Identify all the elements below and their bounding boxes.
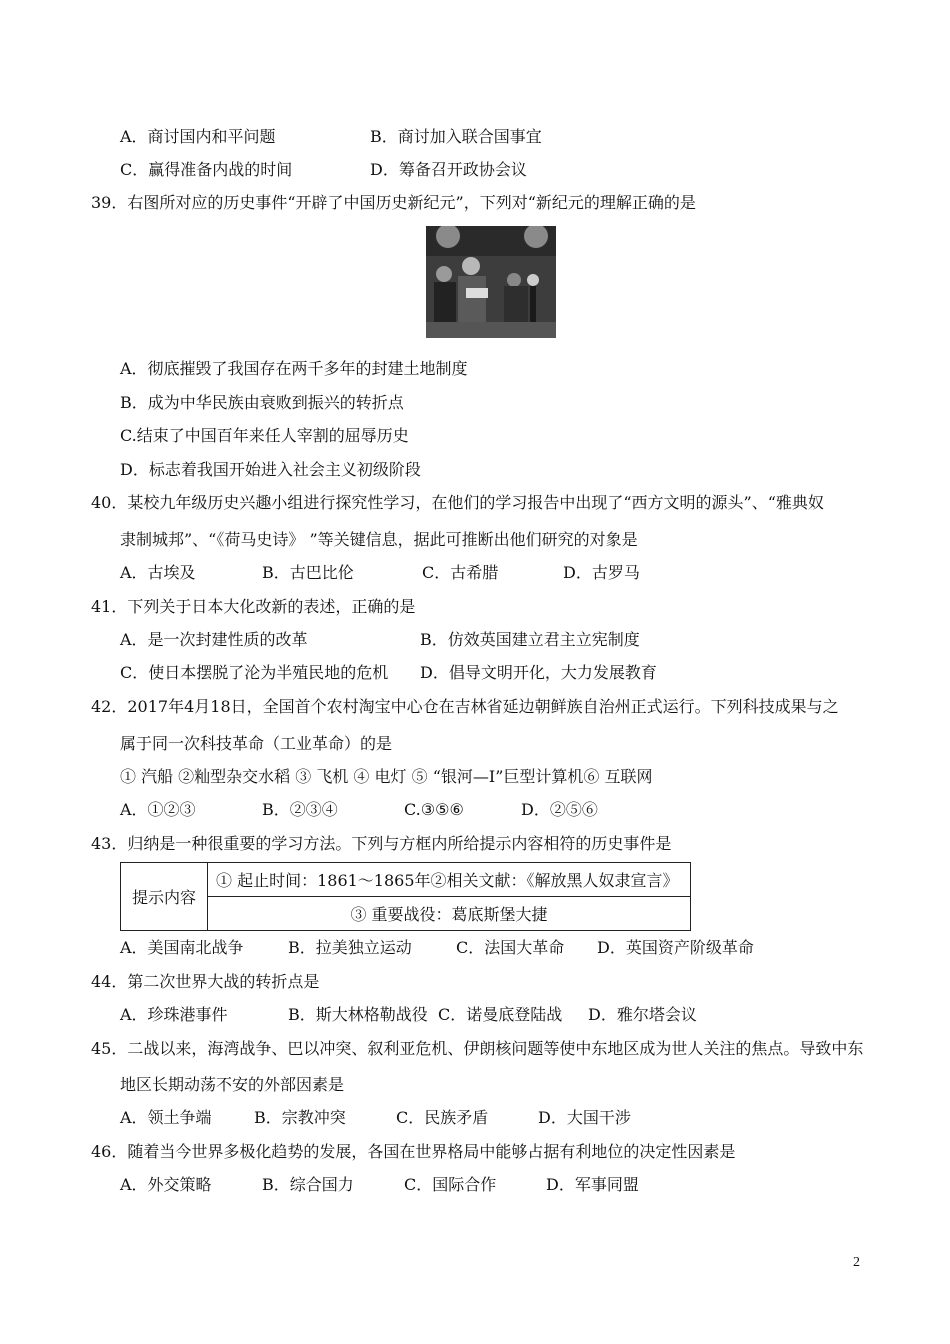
q43-table-label: 提示内容 <box>121 863 208 931</box>
q40-option-c: C．古希腊 <box>422 563 499 582</box>
q42-option-a: A．①②③ <box>120 800 196 819</box>
q43-option-c: C．法国大革命 <box>456 938 565 957</box>
q40-stem-line1: 40．某校九年级历史兴趣小组进行探究性学习，在他们的学习报告中出现了“西方文明的源头”、“雅典奴 <box>91 493 824 512</box>
q41-stem: 41．下列关于日本大化改新的表述，正确的是 <box>91 597 416 616</box>
q38-option-a: A．商讨国内和平问题 <box>120 127 276 146</box>
q44-stem: 44．第二次世界大战的转折点是 <box>91 972 320 991</box>
q46-option-b: B．综合国力 <box>262 1175 354 1194</box>
q44-option-b: B．斯大林格勒战役 <box>288 1005 428 1024</box>
q40-option-d: D．古罗马 <box>563 563 640 582</box>
q43-option-d: D．英国资产阶级革命 <box>597 938 754 957</box>
q42-option-d: D．②⑤⑥ <box>521 800 598 819</box>
q45-option-a: A．领土争端 <box>120 1108 212 1127</box>
q46-option-a: A．外交策略 <box>120 1175 212 1194</box>
q45-option-b: B．宗教冲突 <box>254 1108 346 1127</box>
q42-stem-line2: 属于同一次科技革命（工业革命）的是 <box>120 734 393 753</box>
q39-photo <box>426 226 556 338</box>
q44-option-a: A．珍珠港事件 <box>120 1005 228 1024</box>
q42-option-b: B．②③④ <box>262 800 338 819</box>
q45-stem-line2: 地区长期动荡不安的外部因素是 <box>120 1075 345 1094</box>
q44-option-c: C．诺曼底登陆战 <box>438 1005 563 1024</box>
q45-option-d: D．大国干涉 <box>538 1108 631 1127</box>
q39-stem: 39．右图所对应的历史事件“开辟了中国历史新纪元”，下列对“新纪元的理解正确的是 <box>91 193 696 212</box>
q39-option-c: C.结束了中国百年来任人宰割的屈辱历史 <box>120 426 409 445</box>
page-number: 2 <box>853 1255 860 1270</box>
q43-table-row1: ① 起止时间：1861～1865年②相关文献：《解放黑人奴隶宣言》 <box>208 863 691 897</box>
q44-option-d: D．雅尔塔会议 <box>588 1005 697 1024</box>
q43-table-row2: ③ 重要战役：葛底斯堡大捷 <box>208 897 691 931</box>
q43-hint-table <box>120 862 691 931</box>
q45-stem-line1: 45．二战以来，海湾战争、巴以冲突、叙利亚危机、伊朗核问题等使中东地区成为世人关注的焦点。导致中东 <box>91 1039 864 1058</box>
q39-option-d: D．标志着我国开始进入社会主义初级阶段 <box>120 460 421 479</box>
q38-option-c: C．赢得准备内战的时间 <box>120 160 293 179</box>
q41-option-d: D．倡导文明开化，大力发展教育 <box>420 663 657 682</box>
q41-option-a: A．是一次封建性质的改革 <box>120 630 308 649</box>
q39-option-a: A．彻底摧毁了我国存在两千多年的封建土地制度 <box>120 359 468 378</box>
q41-option-c: C．使日本摆脱了沦为半殖民地的危机 <box>120 663 389 682</box>
q45-option-c: C．民族矛盾 <box>396 1108 489 1127</box>
q42-stem-line1: 42．2017年4月18日，全国首个农村淘宝中心仓在吉林省延边朝鲜族自治州正式运行。下列科技成果与之 <box>91 697 839 716</box>
q46-option-d: D．军事同盟 <box>546 1175 639 1194</box>
q38-option-d: D．筹备召开政协会议 <box>370 160 527 179</box>
q40-option-a: A．古埃及 <box>120 563 196 582</box>
q43-stem: 43．归纳是一种很重要的学习方法。下列与方框内所给提示内容相符的历史事件是 <box>91 834 672 853</box>
q42-option-c: C.③⑤⑥ <box>404 800 464 819</box>
q40-option-b: B．古巴比伦 <box>262 563 354 582</box>
q46-option-c: C．国际合作 <box>404 1175 497 1194</box>
q46-stem: 46．随着当今世界多极化趋势的发展，各国在世界格局中能够占据有利地位的决定性因素是 <box>91 1142 736 1161</box>
q38-option-b: B．商讨加入联合国事宜 <box>370 127 542 146</box>
q42-items: ① 汽船 ②籼型杂交水稻 ③ 飞机 ④ 电灯 ⑤ “银河—I”巨型计算机⑥ 互联网 <box>120 767 653 786</box>
q43-option-a: A．美国南北战争 <box>120 938 244 957</box>
q43-option-b: B．拉美独立运动 <box>288 938 412 957</box>
q41-option-b: B．仿效英国建立君主立宪制度 <box>420 630 640 649</box>
q40-stem-line2: 隶制城邦”、“《荷马史诗》 ”等关键信息，据此可推断出他们研究的对象是 <box>120 530 638 549</box>
q39-option-b: B．成为中华民族由衰败到振兴的转折点 <box>120 393 404 412</box>
